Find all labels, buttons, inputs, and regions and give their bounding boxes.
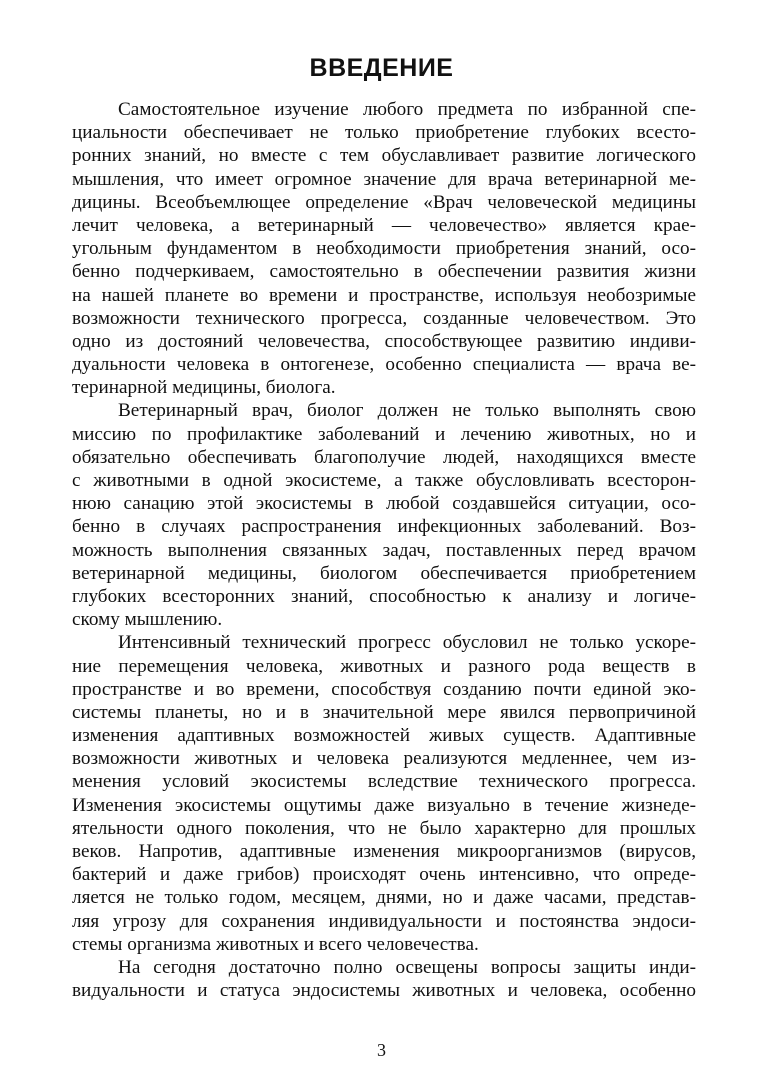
text-line: ляется не только годом, месяцем, днями, но и даже часами, представ- <box>72 887 696 909</box>
text-line: ляя угрозу для сохранения индивидуальности и постоянства эндоси- <box>72 910 696 932</box>
body-text <box>72 98 696 1002</box>
text-line: Самостоятельное изучение любого предмета по избранной спе- <box>118 99 696 120</box>
page-title: ВВЕДЕНИЕ <box>309 54 454 82</box>
text-line: обязательно обеспечивать благополучие людей, находящихся вместе <box>72 446 696 468</box>
text-line: системы планеты, но и в значительной мере явился первопричиной <box>72 701 696 723</box>
paragraph <box>72 631 696 956</box>
text-line: Интенсивный технический прогресс обусловил не только ускоре- <box>118 632 696 654</box>
text-line: Ветеринарный врач, биолог должен не только выполнять свою <box>118 400 696 422</box>
text-line: с животными в одной экосистеме, а также обусловливать всесторон- <box>72 470 696 491</box>
text-line: видуальности и статуса эндосистемы животных и человека, особенно <box>72 980 696 1002</box>
text-line: миссию по профилактике заболеваний и лечению животных, но и <box>72 423 696 445</box>
text-line: теринарной медицины, биолога. <box>72 377 336 399</box>
text-line: веков. Напротив, адаптивные изменения микроорганизмов (вирусов, <box>72 841 696 862</box>
text-line: бактерий и даже грибов) происходят очень интенсивно, что опреде- <box>72 864 696 886</box>
text-line: бенно в случаях распространения инфекционных заболеваний. Воз- <box>72 516 696 538</box>
paragraph <box>72 399 696 631</box>
text-line: дицины. Всеобъемлющее определение «Врач человеческой медицины <box>72 191 696 213</box>
text-line: возможности технического прогресса, созданные человечеством. Это <box>72 307 696 329</box>
text-line: ние перемещения человека, животных и разного рода веществ в <box>72 655 696 677</box>
paragraph <box>72 98 696 399</box>
text-line: Изменения экосистемы ощутимы даже визуально в течение жизнеде- <box>72 794 696 816</box>
text-line: На сегодня достаточно полно освещены вопросы защиты инди- <box>118 956 696 978</box>
text-line: стемы организма животных и всего человечества. <box>72 933 479 955</box>
text-line: изменения адаптивных возможностей живых существ. Адаптивные <box>72 725 696 747</box>
text-line: можность выполнения связанных задач, поставленных перед врачом <box>72 539 696 561</box>
text-line: скому мышлению. <box>72 609 223 631</box>
text-line: дуальности человека в онтогенезе, особенно специалиста — врача ве- <box>72 354 696 376</box>
text-line: на нашей планете во времени и пространстве, используя необозримые <box>72 284 696 306</box>
text-line: циальности обеспечивает не только приобретение глубоких всесто- <box>72 122 696 144</box>
paragraph <box>72 956 696 1002</box>
text-line: менения условий экосистемы вследствие технического прогресса. <box>72 771 696 793</box>
text-line: ронних знаний, но вместе с тем обуславливает развитие логического <box>72 145 696 167</box>
text-line: ятельности одного поколения, что не было характерно для прошлых <box>72 817 696 839</box>
text-line: мышления, что имеет огромное значение для врача ветеринарной ме- <box>72 168 696 190</box>
text-line: угольным фундаментом в необходимости приобретения знаний, осо- <box>72 238 696 260</box>
text-line: одно из достояний человечества, способствующее развитию индиви- <box>72 330 696 352</box>
text-line: глубоких всесторонних знаний, способностью к анализу и логиче- <box>72 585 696 607</box>
text-line: нюю санацию этой экосистемы в любой создавшейся ситуации, осо- <box>72 493 696 515</box>
text-line: ветеринарной медицины, биологом обеспечивается приобретением <box>72 562 696 584</box>
page-number: 3 <box>377 1040 386 1060</box>
text-line: возможности животных и человека реализуются медленнее, чем из- <box>72 748 696 770</box>
text-line: лечит человека, а ветеринарный — человечество» является крае- <box>72 214 696 236</box>
text-line: пространстве и во времени, способствуя созданию почти единой эко- <box>72 678 696 700</box>
text-line: бенно подчеркиваем, самостоятельно в обеспечении развития жизни <box>72 261 696 283</box>
